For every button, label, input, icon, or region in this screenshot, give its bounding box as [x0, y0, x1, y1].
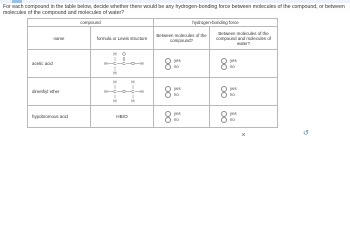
top-strip	[0, 0, 350, 3]
radio-button[interactable]	[221, 86, 227, 92]
clear-cell	[210, 128, 278, 143]
radio-button[interactable]	[221, 64, 227, 70]
atom-label: H	[113, 70, 117, 76]
toolbar-spacer	[28, 128, 154, 143]
atom-label: H	[104, 61, 108, 66]
atom-label: H	[104, 89, 108, 94]
atom-label: H	[131, 79, 135, 85]
hydrogen-bonding-group-header: hydrogen-bonding force	[154, 19, 278, 27]
between-compound-options	[154, 50, 210, 78]
between-compound-options	[154, 106, 210, 128]
atom-label: C	[113, 89, 117, 94]
atom-label: H	[140, 89, 144, 94]
between-water-header: Between molecules of the compound and molecules of water?	[210, 27, 278, 50]
instructions-text: For each compound in the table below, decide whether there would be any hydrogen-bonding force between molecules of the compound, or between molecules of the compound and molecules of water?	[3, 4, 345, 17]
option-label: yes	[230, 86, 237, 91]
atom-label: H	[113, 98, 117, 104]
no-option[interactable]	[165, 117, 209, 123]
between-compound-header: Between molecules of the compound?	[154, 27, 210, 50]
radio-button[interactable]	[221, 58, 227, 64]
toolbar-spacer	[154, 128, 210, 143]
toolbar-row	[28, 128, 329, 143]
option-label: yes	[174, 111, 181, 116]
option-label: no	[174, 64, 179, 69]
compound-name: dimethyl ether	[28, 78, 91, 106]
between-water-options	[210, 106, 278, 128]
radio-button[interactable]	[165, 86, 171, 92]
no-option[interactable]	[221, 117, 277, 123]
radio-button[interactable]	[165, 92, 171, 98]
atom-label: C	[122, 61, 126, 66]
atom-label: H	[113, 51, 117, 57]
option-label: no	[174, 92, 179, 97]
between-compound-options	[154, 78, 210, 106]
atom-label: H	[140, 61, 144, 66]
option-label: no	[230, 92, 235, 97]
name-header: name	[28, 27, 91, 50]
atom-label: O	[131, 61, 135, 66]
atom-label: C	[113, 61, 117, 66]
compound-name: acetic acid	[28, 50, 91, 78]
option-label: yes	[174, 58, 181, 63]
option-label: no	[230, 64, 235, 69]
right-spacer	[278, 19, 329, 128]
compound-name: hypobromous acid	[28, 106, 91, 128]
atom-label: C	[131, 89, 135, 94]
radio-button[interactable]	[221, 111, 227, 117]
lewis-structure-acetic-acid	[91, 50, 154, 78]
top-accent	[12, 0, 22, 3]
option-label: no	[174, 117, 179, 122]
lewis-structure-diagram	[91, 78, 154, 105]
option-label: yes	[174, 86, 181, 91]
atom-label: H	[131, 98, 135, 104]
atom-label: H	[113, 79, 117, 85]
compound-table	[27, 18, 329, 142]
radio-button[interactable]	[221, 117, 227, 123]
lewis-structure-diagram	[91, 50, 154, 77]
atom-label: O	[122, 89, 126, 94]
formula-header: formula or Lewis structure	[91, 27, 154, 50]
clear-icon[interactable]: ×	[241, 131, 246, 139]
no-option[interactable]	[221, 64, 277, 70]
radio-button[interactable]	[221, 92, 227, 98]
no-option[interactable]	[165, 64, 209, 70]
radio-button[interactable]	[165, 111, 171, 117]
group-header-row	[28, 19, 329, 27]
radio-button[interactable]	[165, 64, 171, 70]
no-option[interactable]	[165, 92, 209, 98]
between-water-options	[210, 78, 278, 106]
undo-icon[interactable]: ↺	[303, 130, 309, 137]
atom-label: O	[122, 51, 126, 57]
chemical-formula: HBrO	[91, 106, 154, 128]
option-label: yes	[230, 111, 237, 116]
between-water-options	[210, 50, 278, 78]
lewis-structure-dimethyl-ether	[91, 78, 154, 106]
option-label: no	[230, 117, 235, 122]
no-option[interactable]	[221, 92, 277, 98]
radio-button[interactable]	[165, 58, 171, 64]
option-label: yes	[230, 58, 237, 63]
radio-button[interactable]	[165, 117, 171, 123]
compound-group-header: compound	[28, 19, 154, 27]
